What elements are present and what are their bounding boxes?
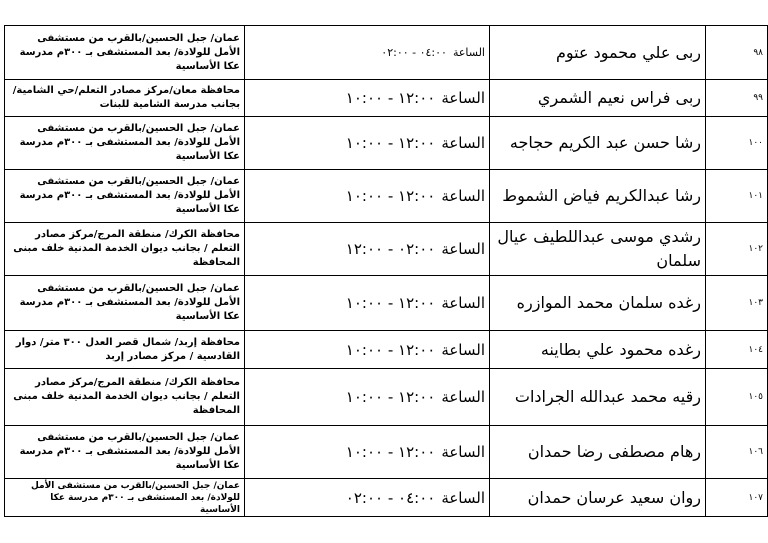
table-row bbox=[5, 479, 768, 517]
time-label: الساعة bbox=[441, 488, 485, 507]
time-range: ١٢:٠٠ - ١٠:٠٠ bbox=[345, 443, 436, 461]
exam-address: عمان/ جبل الحسين/بالقرب من مستشفى الأمل للولادة/ بعد المستشفى بـ ٣٠٠م مدرسة عكا الأساسية bbox=[5, 117, 245, 170]
row-number: ١٠٦ bbox=[706, 426, 768, 479]
time-label: الساعة bbox=[441, 187, 485, 205]
time-cell bbox=[245, 276, 490, 331]
table-row bbox=[5, 369, 768, 426]
exam-address: عمان/ جبل الحسين/بالقرب من مستشفى الأمل للولادة/ بعد المستشفى بـ ٣٠٠م مدرسة عكا الأساسية bbox=[5, 170, 245, 223]
time-cell bbox=[245, 117, 490, 170]
candidate-name: رشا حسن عبد الكريم حجاجه bbox=[490, 117, 706, 170]
time-range: ١٢:٠٠ - ١٠:٠٠ bbox=[345, 134, 436, 152]
row-number: ٩٨ bbox=[706, 26, 768, 80]
exam-address: عمان/ جبل الحسين/بالقرب من مستشفى الأمل للولادة/ بعد المستشفى بـ ٣٠٠م مدرسة عكا الأساسية bbox=[5, 426, 245, 479]
row-number: ١٠٤ bbox=[706, 331, 768, 369]
exam-schedule-table bbox=[4, 25, 768, 517]
table-row bbox=[5, 170, 768, 223]
candidate-name: رهام مصطفى رضا حمدان bbox=[490, 426, 706, 479]
time-cell bbox=[245, 369, 490, 426]
row-number: ١٠٥ bbox=[706, 369, 768, 426]
table-row bbox=[5, 223, 768, 276]
table-row bbox=[5, 117, 768, 170]
table-row bbox=[5, 26, 768, 80]
time-label: الساعة bbox=[441, 134, 485, 152]
time-range: ١٢:٠٠ - ١٠:٠٠ bbox=[345, 294, 436, 312]
time-cell bbox=[245, 426, 490, 479]
candidate-name: رشدي موسى عبداللطيف عيال سلمان bbox=[490, 223, 706, 276]
table-row bbox=[5, 80, 768, 117]
time-label: الساعة bbox=[452, 46, 485, 59]
exam-address: محافظة معان/مركز مصادر التعلم/حي الشامية/ بجانب مدرسة الشامية للبنات bbox=[5, 80, 245, 117]
time-label: الساعة bbox=[441, 294, 485, 312]
time-cell bbox=[245, 223, 490, 276]
time-cell bbox=[245, 80, 490, 117]
row-number: ١٠٠ bbox=[706, 117, 768, 170]
row-number: ١٠٢ bbox=[706, 223, 768, 276]
time-label: الساعة bbox=[441, 89, 485, 107]
row-number: ٩٩ bbox=[706, 80, 768, 117]
time-range: ٠٤:٠٠ - ٠٢:٠٠ bbox=[381, 46, 447, 59]
time-cell bbox=[245, 479, 490, 517]
row-number: ١٠١ bbox=[706, 170, 768, 223]
exam-address: محافظة الكرك/ منطقة المرج/مركز مصادر التعلم / بجانب ديوان الخدمة المدنية خلف مبنى المحافظة bbox=[5, 369, 245, 426]
candidate-name: ربى فراس نعيم الشمري bbox=[490, 80, 706, 117]
time-range: ٠٤:٠٠ - ٠٢:٠٠ bbox=[345, 488, 436, 507]
candidate-name: رشا عبدالكريم فياض الشموط bbox=[490, 170, 706, 223]
time-range: ١٢:٠٠ - ١٠:٠٠ bbox=[345, 388, 436, 406]
candidate-name: رغده محمود علي بطاينه bbox=[490, 331, 706, 369]
candidate-name: روان سعيد عرسان حمدان bbox=[490, 479, 706, 517]
candidate-name: ربى علي محمود عتوم bbox=[490, 26, 706, 80]
row-number: ١٠٣ bbox=[706, 276, 768, 331]
table-row bbox=[5, 276, 768, 331]
exam-address: محافظة إربد/ شمال قصر العدل ٣٠٠ متر/ دوار القادسية / مركز مصادر إربد bbox=[5, 331, 245, 369]
exam-address: عمان/ جبل الحسين/بالقرب من مستشفى الأمل للولادة/ بعد المستشفى بـ ٣٠٠م مدرسة عكا الأساسية bbox=[5, 479, 245, 517]
time-range: ١٢:٠٠ - ١٠:٠٠ bbox=[345, 89, 436, 107]
time-range: ٠٢:٠٠ - ١٢:٠٠ bbox=[345, 240, 436, 258]
time-label: الساعة bbox=[441, 443, 485, 461]
time-cell bbox=[245, 170, 490, 223]
table-row bbox=[5, 331, 768, 369]
time-range: ١٢:٠٠ - ١٠:٠٠ bbox=[345, 187, 436, 205]
table-body bbox=[5, 26, 768, 517]
candidate-name: رغده سلمان محمد الموازره bbox=[490, 276, 706, 331]
time-label: الساعة bbox=[441, 340, 485, 359]
exam-address: عمان/ جبل الحسين/بالقرب من مستشفى الأمل للولادة/ بعد المستشفى بـ ٣٠٠م مدرسة عكا الأساسية bbox=[5, 276, 245, 331]
time-cell bbox=[245, 331, 490, 369]
candidate-name: رقيه محمد عبدالله الجرادات bbox=[490, 369, 706, 426]
time-label: الساعة bbox=[441, 240, 485, 258]
time-cell bbox=[245, 26, 490, 80]
time-label: الساعة bbox=[441, 388, 485, 406]
exam-address: محافظة الكرك/ منطقة المرج/مركز مصادر التعلم / بجانب ديوان الخدمة المدنية خلف مبنى المحافظة bbox=[5, 223, 245, 276]
table-row bbox=[5, 426, 768, 479]
row-number: ١٠٧ bbox=[706, 479, 768, 517]
exam-address: عمان/ جبل الحسين/بالقرب من مستشفى الأمل للولادة/ بعد المستشفى بـ ٣٠٠م مدرسة عكا الأساسية bbox=[5, 26, 245, 80]
time-range: ١٢:٠٠ - ١٠:٠٠ bbox=[345, 340, 436, 359]
